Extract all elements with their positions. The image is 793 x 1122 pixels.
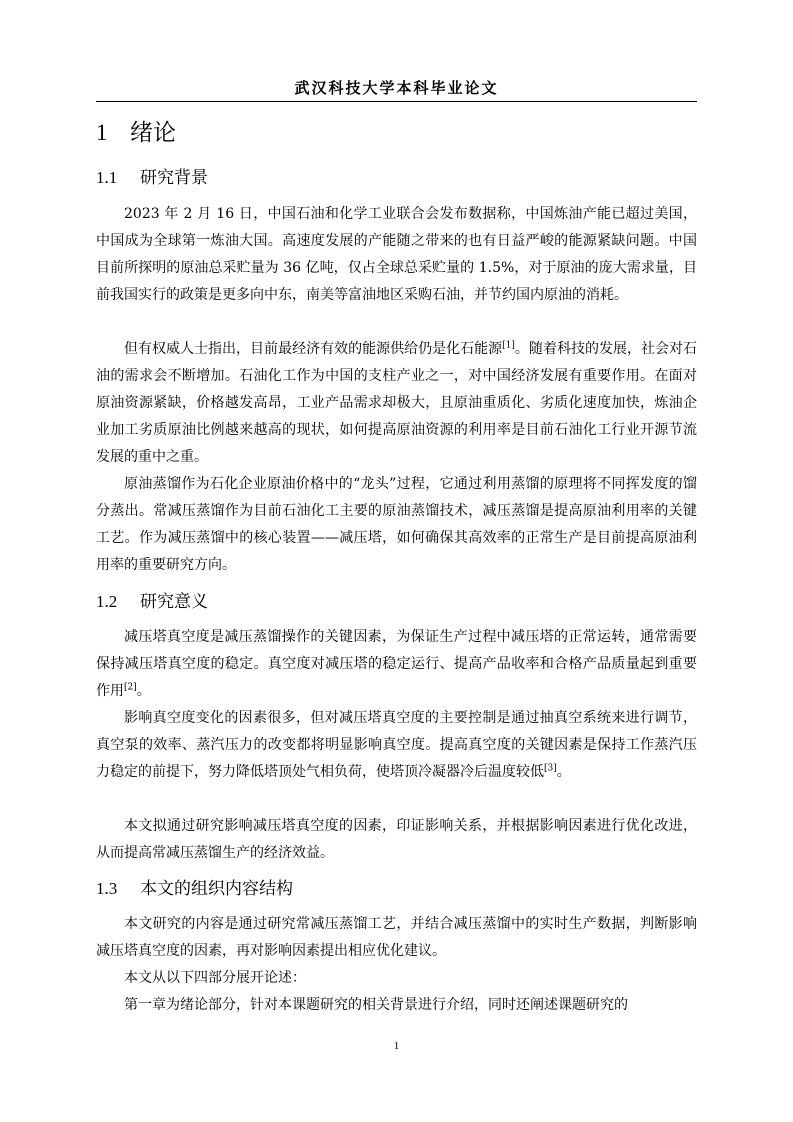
paragraph-text: 本文从以下四部分展开论述： <box>124 970 306 986</box>
citation: [1] <box>502 340 515 351</box>
paragraph-text: 影响真空度变化的因素很多，但对减压塔真空度的主要控制是通过抽真空系统来进行调节，真空泵的效率、蒸汽压力的改变都将明显影响真空度。提高真空度的关键因素是保持工作蒸汽压力稳定的前提下，努力降低塔顶处气相负荷，使塔顶冷凝器冷后温度较低 <box>96 710 697 780</box>
chapter-number: 1 <box>96 120 108 145</box>
section-heading-1-2 <box>96 590 208 614</box>
paragraph-text: 减压塔真空度是减压蒸馏操作的关键因素，为保证生产过程中减压塔的正常运转，通常需要保持减压塔真空度的稳定。真空度对减压塔的稳定运行、提高产品收率和合格产品质量起到重要作用 <box>96 629 697 699</box>
section-number: 1.2 <box>96 592 118 611</box>
paragraph-text: 。 <box>136 683 151 699</box>
paragraph <box>96 201 697 309</box>
section-number: 1.1 <box>96 168 118 187</box>
chapter-heading <box>96 118 176 148</box>
paragraph-text: 。随着科技的发展，社会对石油的需求会不断增加。石油化工作为中国的支柱产业之一，对中国经济发展有重要作用。在面对原油资源紧缺，价格越发高昂，工业产品需求却极大，且原油重质化、劣质化速度加快，炼油企业加工劣质原油比例越来越高的现状，如何提高原油资源的利用率是目前石油化工行业开源节流发展的重中之重。 <box>96 341 698 465</box>
section-title: 本文的组织内容结构 <box>140 879 293 899</box>
paragraph-text: 本文研究的内容是通过研究常减压蒸馏工艺，并结合减压蒸馏中的实时生产数据，判断影响减压塔真空度的因素，再对影响因素提出相应优化建议。 <box>96 916 697 959</box>
paragraph-text: 第一章为绪论部分，针对本课题研究的相关背景进行介绍，同时还阐述课题研究的 <box>124 997 628 1013</box>
chapter-title: 绪论 <box>130 120 176 146</box>
running-header: 武汉科技大学本科毕业论文 <box>96 77 697 102</box>
section-title: 研究意义 <box>140 592 208 612</box>
section-heading-1-3 <box>96 877 293 901</box>
citation: [3] <box>544 763 557 774</box>
section-number: 1.3 <box>96 879 118 898</box>
paragraph <box>96 471 697 579</box>
paragraph <box>96 813 697 867</box>
paragraph <box>96 705 697 786</box>
section-heading-1-1 <box>96 166 208 190</box>
paragraph-text: 原油蒸馏作为石化企业原油价格中的“龙头”过程，它通过利用蒸馏的原理将不同挥发度的馏分蒸出。常减压蒸馏作为目前石油化工主要的原油蒸馏技术，减压蒸馏是提高原油利用率的关键工艺。作为减压蒸馏中的核心装置——减压塔，如何确保其高效率的正常生产是目前提高原油利用率的重要研究方向。 <box>96 476 697 573</box>
paragraph <box>96 992 697 1019</box>
citation: [2] <box>124 682 137 693</box>
paragraph-text: 本文拟通过研究影响减压塔真空度的因素，印证影响关系，并根据影响因素进行优化改进，从而提高常减压蒸馏生产的经济效益。 <box>96 818 697 861</box>
section-title: 研究背景 <box>140 168 208 188</box>
paragraph <box>96 336 697 471</box>
page-number: 1 <box>393 1040 400 1052</box>
paragraph <box>96 965 697 992</box>
paragraph <box>96 911 697 965</box>
paragraph-text: 但有权威人士指出，目前最经济有效的能源供给仍是化石能源 <box>124 341 503 357</box>
paragraph-text: 。 <box>556 764 571 780</box>
paragraph-text: 2023 年 2 月 16 日，中国石油和化学工业联合会发布数据称，中国炼油产能已超过美国，中国成为全球第一炼油大国。高速度发展的产能随之带来的也有日益严峻的能源紧缺问题。中国目前所探明的原油总采贮量为 36 亿吨，仅占全球总采贮量的 1.5%，对于原油的庞大需求量，目前我国实行的政策是更多向中东，南美等富油地区采购石油，并节约国内原油的消耗。 <box>96 206 697 303</box>
paragraph <box>96 624 697 705</box>
